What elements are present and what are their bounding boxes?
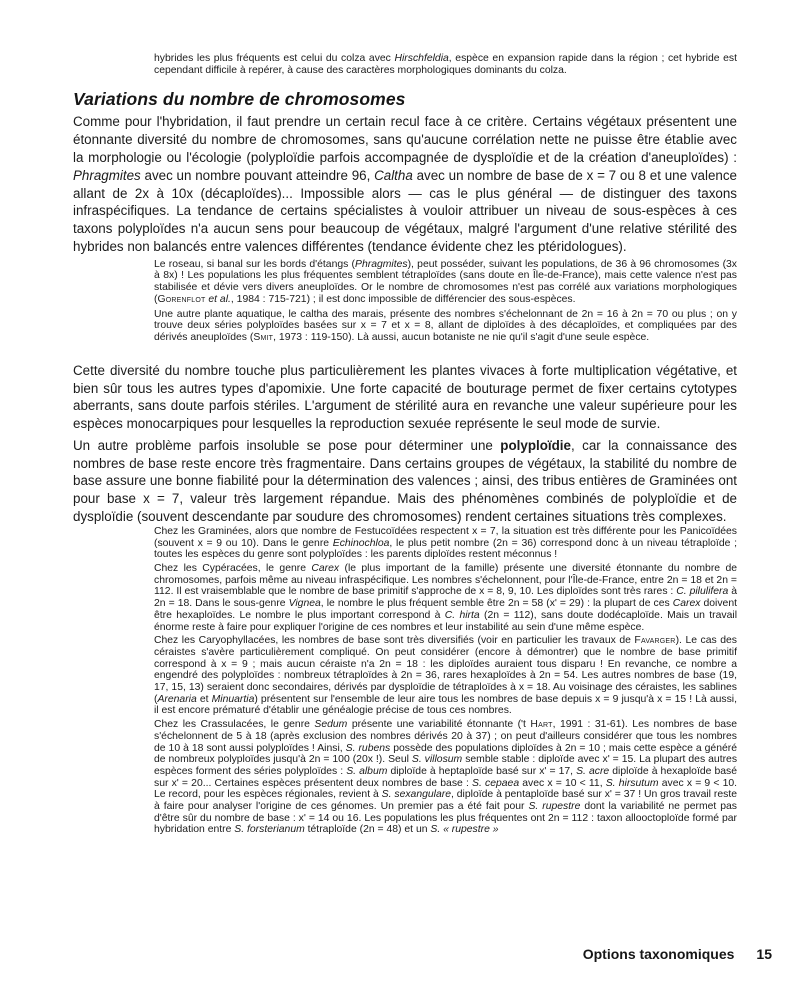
section-heading: Variations du nombre de chromosomes [73,89,406,110]
intro-continuation-paragraph: hybrides les plus fréquents est celui du colza avec Hirschfeldia, espèce en expansion rapide dans la région ; cet hybride est cependant difficile à repérer, à cause des caractères morphologiques dominants du colza. [154,53,737,76]
note-crassulacees-sedum: Chez les Crassulacées, le genre Sedum présente une variabilité étonnante ('t Hart, 1991 : 31-61). Les nombres de base s'échelonnent de 5 à 18 (après exclusion des nombres dérivés 20 à 37) ; on peut d'ailleurs considérer que tous les nombres de 10 à 18 sont aussi polyploïdes ! Ainsi, S. rubens possède des populations diploïdes à 2n = 10 ; mais cette espèce a généré de nombreux polyploïdes jusqu'à 2n = 100 (20x !). Seul S. villosum semble stable : diploïde avec x' = 15. La plupart des autres espèces forment des séries polyploïdes : S. album diploïde à heptaploïde basé sur x' = 17, S. acre diploïde à hexaploïde basé sur x' = 20... Certaines espèces présentent deux nombres de base : S. cepaea avec x = 10 < 11, S. hirsutum avec x = 9 < 10. Le record, pour les espèces régionales, revient à S. sexangulare, diploïde à pentaploïde basé sur x' = 37 ! Un gros travail reste à faire pour analyser l'origine de ces génomes. Un premier pas a été fait pour S. rupestre dont la variabilité ne permet pas d'être sûr du nombre de base : x' = 14 ou 16. Les populations les plus fréquentes ont 2n = 112 : taxon allooctoploïde formé par hybridation entre S. forsterianum tétraploïde (2n = 48) et un S. « rupestre » [154,719,738,836]
footer-page-number: 15 [756,946,772,962]
footer-running-title: Options taxonomiques [582,946,735,962]
paragraph-diversite-vivaces: Cette diversité du nombre touche plus particulièrement les plantes vivaces à forte multiplication végétative, et bien sûr tous les autres types d'apomixie. Une forte capacité de bouturage permet de fixer certains cytotypes aberrants, sans doute parfois stériles. L'argument de stérilité aura en revanche une valeur supérieure pour les espèces monocarpiques pour lesquelles la reproduction sexuée représente le seul mode de survie. [73,362,737,432]
note-caryophyllacees: Chez les Caryophyllacées, les nombres de base sont très diversifiés (voir en particulier les travaux de Favarger). Le cas des céraistes s'avère particulièrement compliqué. On peut considérer (encore à démontrer) que le nombre de base primitif correspond à x = 9 ; mais aucun céraiste n'a 2n = 18 : les diploïdes auraient tous disparu ! En revanche, ce nombre a engendré des polyploïdes : nombreux tétraploïdes à 2n = 36, rares hexaploïdes à 2n = 54. Les autres nombres de base (19, 17, 15, 13) seraient donc secondaires, dérivés par dysploïdie de tétraploïdes à x = 18. Au voisinage des céraistes, les sablines (Arenaria et Minuartia) présentent sur l'ensemble de leur aire tous les nombres de base depuis x = 9 jusqu'à x = 15 ! Là aussi, il est encore prématuré d'établir une généalogie précise de tous ces nombres. [154,635,737,717]
note-caltha-marais: Une autre plante aquatique, le caltha des marais, présente des nombres s'échelonnant de 2n = 16 à 2n = 70 ou plus ; on y trouve deux séries polyploïdes basées sur x = 7 et x = 8, allant de diploïdes à des décaploïdes, et compliquées par des dérivés aneuploïdes (Smit, 1973 : 119-150). Là aussi, aucun botaniste ne nie qu'il s'agit d'une seule espèce. [154,308,737,343]
note-roseau-phragmites: Le roseau, si banal sur les bords d'étangs (Phragmites), peut posséder, suivant les populations, de 36 à 96 chromosomes (3x à 8x) ! Les populations les plus fréquentes semblent tétraploïdes (sans doute en Île-de-France), mais cette valence n'est pas stabilisée et dévie vers divers aneuploïdes. Or le nombre de chromosomes n'est pas corrélé aux variations morphologiques (Gorenflot et al., 1984 : 715-721) ; il est donc impossible de différencier des sous-espèces. [154,258,738,305]
page-footer [583,946,772,962]
note-graminees: Chez les Graminées, alors que nombre de Festucoïdées respectent x = 7, la situation est très différente pour les Panicoïdées (souvent x = 9 ou 10). Dans le genre Echinochloa, le plus petit nombre (2n = 36) correspond donc à un niveau tétraploïde ; toutes les espèces du genre sont polyploïdes : les parents diploïdes restent méconnus ! [154,525,737,561]
note-cyperacees-carex: Chez les Cypéracées, le genre Carex (le plus important de la famille) présente une diversité étonnante du nombre de chromosomes, parfois même au niveau infraspécifique. Les nombres s'échelonnent, pour l'Île-de-France, entre 2n = 18 et 2n = 112. Il est vraisemblable que le nombre de base primitif s'approche de x = 8, 9, 10. Les diploïdes sont très rares : C. pilulifera à 2n = 18. Dans le sous-genre Vignea, le nombre le plus fréquent semble être 2n = 58 (x' = 29) : la plupart de ces Carex doivent être hexaploïdes. Le nombre le plus important correspond à C. hirta (2n = 112), sans doute dodécaploïde. Mais un travail énorme reste à faire pour expliquer l'origine de ces nombres et leur instabilité au sein d'une même espèce. [154,562,738,633]
paragraph-hybridation-recul: Comme pour l'hybridation, il faut prendre un certain recul face à ce critère. Certains végétaux présentent une étonnante diversité du nombre de chromosomes, sans qu'aucune corrélation nette ne puisse être établie avec la morphologie ou l'écologie (polyploïdie parfois accompagnée de dysploïdie et de la création d'aneuploïdes) : Phragmites avec un nombre pouvant atteindre 96, Caltha avec un nombre de base de x = 7 ou 8 et une valence allant de 2x à 10x (décaploïdes)... Impossible alors — cas le plus général — de distinguer des taxons infraspécifiques. La tendance de certains spécialistes à vouloir attribuer un niveau de sous-espèces à ces taxons polyploïdes n'a aucun sens pour beaucoup de végétaux, malgré l'argument d'une relative stérilité des hybrides non balancés entre valences différentes (tendance évidente chez les ptéridologues). [73,114,737,254]
paragraph-polyploidie: Un autre problème parfois insoluble se pose pour déterminer une polyploïdie, car la connaissance des nombres de base reste encore très fragmentaire. Dans certains groupes de végétaux, la stabilité du nombre de base assure une bonne fiabilité pour la détermination des valences ; ainsi, des tribus entières de Graminées ont pour base x = 7, valeur très largement répandue. Mais des phénomènes combinés de polyploïdie et de dysploïdie (souvent descendante par soudure des chromosomes) rendent certaines situations très complexes. [73,437,737,525]
